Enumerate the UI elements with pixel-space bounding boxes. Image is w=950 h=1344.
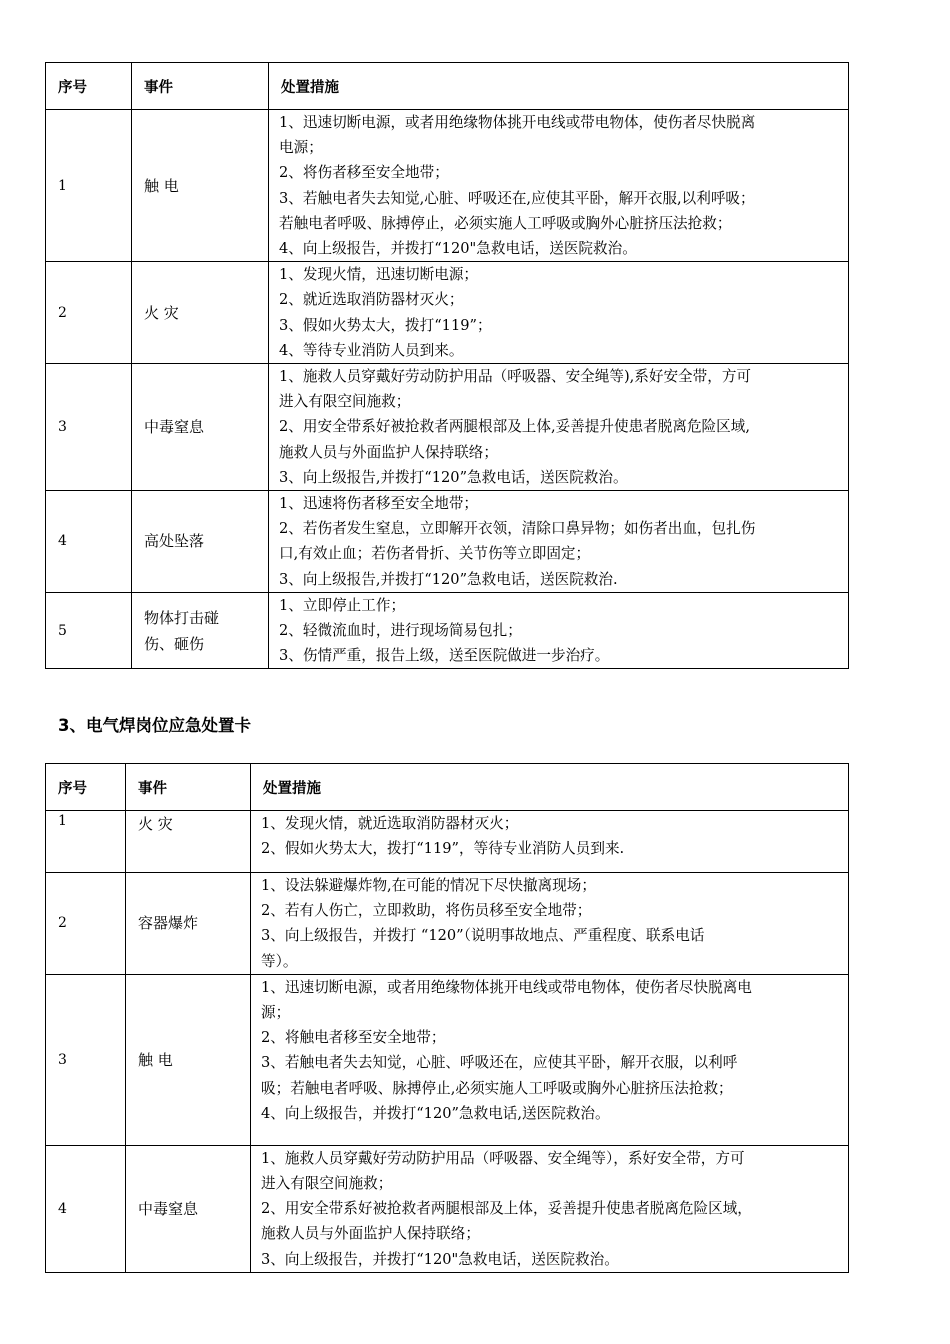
- measure-line: 施救人员与外面监护人保持联络；: [261, 1225, 480, 1243]
- measure-line: 1、发现火情，就近选取消防器材灭火；: [261, 815, 519, 832]
- measure-line: 3、假如火势太大，拨打“119”；: [279, 316, 492, 334]
- measures-cell: [269, 491, 849, 593]
- row-number: 3: [46, 974, 126, 1145]
- event-cell: [132, 364, 269, 491]
- event-cell: [132, 491, 269, 593]
- header-cell: 事件: [132, 63, 269, 110]
- measure-line: 1、设法躲避爆炸物,在可能的情况下尽快撤离现场；: [261, 877, 596, 894]
- event-cell: [126, 974, 251, 1145]
- measure-line: 1、立即停止工作；: [279, 596, 406, 614]
- table-row: [46, 110, 849, 262]
- table-row: [46, 974, 849, 1145]
- event-label: 火 灾: [144, 303, 179, 322]
- header-cell: 序号: [46, 63, 132, 110]
- measure-line: 口,有效止血；若伤者骨折、关节伤等立即固定；: [279, 545, 591, 563]
- event-cell: [132, 262, 269, 364]
- measure-line: 等）。: [261, 952, 298, 970]
- table-row: [46, 491, 849, 593]
- row-number: 4: [46, 1145, 126, 1272]
- row-number: 1: [46, 811, 126, 873]
- event-cell: [132, 592, 269, 669]
- header-cell: 处置措施: [269, 63, 849, 110]
- measure-line: 2、将触电者移至安全地带；: [261, 1029, 446, 1047]
- measure-line: 进入有限空间施救；: [261, 1175, 393, 1193]
- section-title: 3、电气焊岗位应急处置卡: [58, 716, 251, 735]
- measures-cell: [269, 110, 849, 262]
- table-row: [46, 811, 849, 873]
- measure-line: 3、若触电者失去知觉,心脏、呼吸还在,应使其平卧，解开衣服,以利呼吸；: [279, 189, 755, 207]
- measure-line: 2、假如火势太大，拨打“119”，等待专业消防人员到来.: [261, 840, 625, 858]
- measure-line: 施救人员与外面监护人保持联络；: [279, 443, 498, 461]
- measure-line: 1、发现火情，迅速切断电源；: [279, 266, 479, 284]
- measure-line: 1、迅速将伤者移至安全地带；: [279, 495, 479, 513]
- row-number: 2: [46, 262, 132, 364]
- measure-line: 4、向上级报告，并拨打“120"急救电话，送医院救治。: [279, 240, 637, 258]
- table-row: [46, 1145, 849, 1272]
- measure-line: 2、就近选取消防器材灭火；: [279, 291, 464, 309]
- event-cell: [126, 873, 251, 975]
- measures-cell: [269, 364, 849, 491]
- event-label: 伤、砸伤: [144, 634, 205, 653]
- measure-line: 3、伤情严重，报告上级，送至医院做进一步治疗。: [279, 647, 610, 665]
- event-label: 中毒窒息: [138, 1199, 199, 1218]
- table-row: [46, 873, 849, 975]
- row-number: 1: [46, 110, 132, 262]
- measure-line: 3、若触电者失去知觉，心脏、呼吸还在，应使其平卧，解开衣服，以利呼: [261, 1054, 738, 1072]
- measures-cell: [269, 262, 849, 364]
- event-label: 高处坠落: [144, 532, 205, 551]
- measures-cell: [251, 811, 849, 873]
- emergency-table-2: [45, 763, 849, 1273]
- header-cell: 序号: [46, 764, 126, 811]
- row-number: 3: [46, 364, 132, 491]
- row-number: 4: [46, 491, 132, 593]
- table-row: [46, 592, 849, 669]
- measure-line: 2、若伤者发生窒息，立即解开衣领，清除口鼻异物；如伤者出血，包扎伤: [279, 520, 756, 538]
- event-label: 触 电: [138, 1050, 173, 1069]
- measure-line: 3、向上级报告,并拨打“120”急救电话，送医院救治.: [279, 570, 618, 588]
- measure-line: 1、迅速切断电源，或者用绝缘物体挑开电线或带电物体，使伤者尽快脱离电: [261, 978, 752, 996]
- measure-line: 2、用安全带系好被抢救者两腿根部及上体，妥善提升使患者脱离危险区域，: [261, 1200, 752, 1218]
- measure-line: 3、向上级报告,并拨打“120”急救电话，送医院救治。: [279, 468, 628, 486]
- measure-line: 3、向上级报告，并拨打“120"急救电话，送医院救治。: [261, 1250, 619, 1268]
- measures-cell: [251, 873, 849, 975]
- measure-line: 4、向上级报告，并拨打“120”急救电话,送医院救治。: [261, 1104, 610, 1122]
- table-row: [46, 262, 849, 364]
- header-cell: 处置措施: [251, 764, 849, 811]
- table-row: [46, 364, 849, 491]
- event-label: 中毒窒息: [144, 418, 205, 437]
- measure-line: 1、施救人员穿戴好劳动防护用品（呼吸器、安全绳等），系好安全带，方可: [261, 1149, 745, 1167]
- event-cell: [126, 811, 251, 873]
- event-cell: [126, 1145, 251, 1272]
- event-label: 物体打击碰: [144, 608, 220, 627]
- measure-line: 电源；: [279, 139, 323, 157]
- measures-cell: [251, 1145, 849, 1272]
- measure-line: 源；: [261, 1004, 291, 1022]
- row-number: 2: [46, 873, 126, 975]
- emergency-table-1: [45, 62, 849, 669]
- event-label: 火 灾: [138, 815, 173, 833]
- measures-cell: [251, 974, 849, 1145]
- measures-cell: [269, 592, 849, 669]
- measure-line: 1、迅速切断电源，或者用绝缘物体挑开电线或带电物体，使伤者尽快脱离: [279, 114, 756, 131]
- measure-line: 2、将伤者移至安全地带；: [279, 164, 449, 182]
- event-label: 容器爆炸: [138, 914, 199, 933]
- header-cell: 事件: [126, 764, 251, 811]
- measure-line: 2、若有人伤亡，立即救助，将伤员移至安全地带；: [261, 902, 592, 920]
- measure-line: 3、向上级报告，并拨打 “120”（说明事故地点、严重程度、联系电话: [261, 927, 705, 945]
- measure-line: 2、轻微流血时，进行现场简易包扎；: [279, 622, 522, 640]
- event-cell: [132, 110, 269, 262]
- table-header-row: [46, 764, 849, 811]
- measure-line: 进入有限空间施救；: [279, 393, 411, 411]
- measure-line: 1、施救人员穿戴好劳动防护用品（呼吸器、安全绳等),系好安全带，方可: [279, 368, 752, 386]
- row-number: 5: [46, 592, 132, 669]
- measure-line: 2、用安全带系好被抢救者两腿根部及上体,妥善提升使患者脱离危险区域,: [279, 418, 750, 436]
- event-label: 触 电: [144, 176, 179, 195]
- measure-line: 4、等待专业消防人员到来。: [279, 341, 464, 359]
- measure-line: 若触电者呼吸、脉搏停止，必须实施人工呼吸或胸外心脏挤压法抢救；: [279, 214, 732, 232]
- measure-line: 吸；若触电者呼吸、脉搏停止,必须实施人工呼吸或胸外心脏挤压法抢救；: [261, 1079, 733, 1097]
- table-header-row: [46, 63, 849, 110]
